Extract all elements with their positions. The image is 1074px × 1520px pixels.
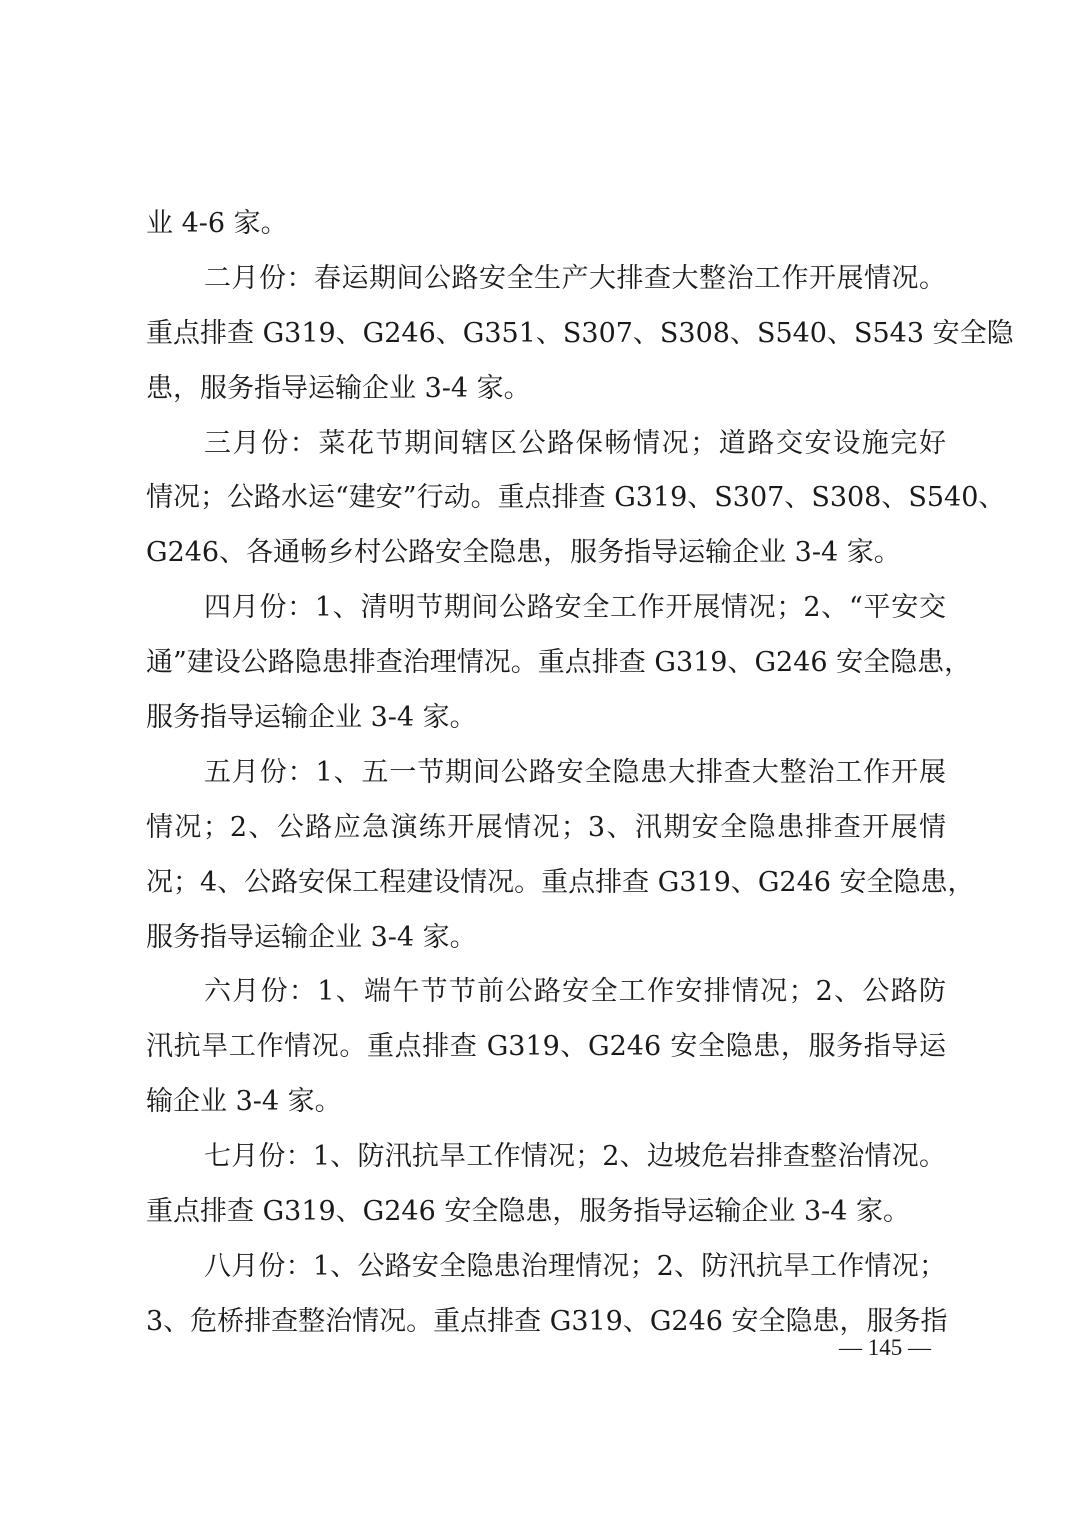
paragraph-line: 八月份：1、公路安全隐患治理情况；2、防汛抗旱工作情况；: [204, 1250, 946, 1282]
paragraph-line: 七月份：1、防汛抗旱工作情况；2、边坡危岩排查整治情况。: [204, 1141, 946, 1173]
paragraph-line: 患，服务指导运输企业 3-4 家。: [146, 372, 531, 404]
paragraph-line: 服务指导运输企业 3-4 家。: [146, 702, 477, 734]
paragraph-line: 六月份：1、端午节节前公路安全工作安排情况；2、公路防: [204, 976, 946, 1008]
paragraph-line: 重点排查 G319、G246 安全隐患，服务指导运输企业 3-4 家。: [146, 1196, 911, 1228]
paragraph-line: 二月份：春运期间公路安全生产大排查大整治工作开展情况。: [204, 262, 946, 294]
paragraph-line: 业 4-6 家。: [146, 208, 288, 239]
page-number: — 145 —: [839, 1335, 931, 1360]
paragraph-line: 通”建设公路隐患排查治理情况。重点排查 G319、G246 安全隐患，: [146, 647, 972, 679]
paragraph-line: G246、各通畅乡村公路安全隐患，服务指导运输企业 3-4 家。: [146, 537, 901, 569]
paragraph-line: 重点排查 G319、G246、G351、S307、S308、S540、S543 安全隐: [146, 317, 1014, 349]
document-body: [146, 197, 1014, 1350]
paragraph-line: 情况；2、公路应急演练开展情况；3、汛期安全隐患排查开展情: [146, 811, 946, 843]
paragraph-line: 3、危桥排查整治情况。重点排查 G319、G246 安全隐患，服务指: [146, 1305, 948, 1337]
paragraph-line: 情况；公路水运“建安”行动。重点排查 G319、S307、S308、S540、: [146, 482, 1006, 514]
paragraph-line: 四月份：1、清明节期间公路安全工作开展情况；2、“平安交: [204, 592, 946, 624]
paragraph-line: 服务指导运输企业 3-4 家。: [146, 921, 477, 953]
paragraph-line: 况；4、公路安保工程建设情况。重点排查 G319、G246 安全隐患，: [146, 866, 975, 898]
paragraph-line: 五月份：1、五一节期间公路安全隐患大排查大整治工作开展: [204, 756, 946, 788]
paragraph-line: 汛抗旱工作情况。重点排查 G319、G246 安全隐患，服务指导运: [146, 1031, 946, 1063]
paragraph-line: 输企业 3-4 家。: [146, 1086, 342, 1118]
paragraph-line: 三月份：菜花节期间辖区公路保畅情况；道路交安设施完好: [204, 427, 946, 459]
